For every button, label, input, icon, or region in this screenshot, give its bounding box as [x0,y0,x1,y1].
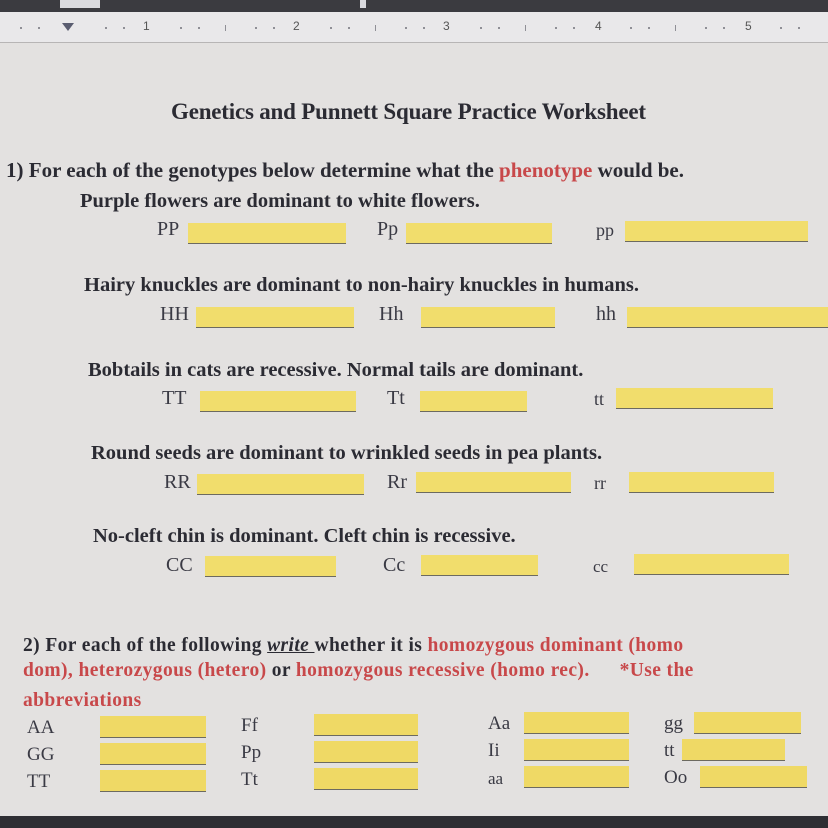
genotype-label: AA [27,717,55,738]
window-top-bar [0,0,828,12]
genotype-label: rr [594,473,606,493]
trait-statement: Purple flowers are dominant to white flowers. [80,190,480,212]
genotype-label: Aa [488,713,511,734]
zygosity-answer-field[interactable] [100,770,206,792]
genotype-label: cc [593,557,609,576]
genotype-label: CC [166,554,193,576]
phenotype-answer-field[interactable] [634,554,789,575]
ruler-tick [225,25,226,31]
worksheet-title: Genetics and Punnett Square Practice Worksheet [171,99,646,124]
bottom-bar [0,816,828,828]
phenotype-answer-field[interactable] [406,223,552,244]
zygosity-answer-field[interactable] [314,741,418,763]
phenotype-answer-field[interactable] [625,221,808,242]
genotype-label: Rr [387,471,407,493]
ruler-number: 4 [595,19,602,33]
trait-statement: No-cleft chin is dominant. Cleft chin is recessive. [93,525,516,547]
phenotype-answer-field[interactable] [421,555,538,576]
genotype-label: HH [160,303,189,325]
genotype-label: Pp [241,742,262,763]
tab-strip-segment[interactable] [360,0,366,8]
question-1-heading: 1) For each of the genotypes below determine what the phenotype would be. [6,158,684,182]
genotype-label: Ff [241,715,258,736]
genotype-label: Tt [387,387,405,409]
genotype-label: PP [157,218,180,240]
phenotype-answer-field[interactable] [200,391,356,412]
genotype-label: TT [27,771,51,792]
phenotype-answer-field[interactable] [188,223,346,244]
phenotype-term: phenotype [499,158,593,182]
phenotype-answer-field[interactable] [420,391,527,412]
genotype-label: Tt [241,769,258,790]
document-page[interactable] [0,43,828,828]
genotype-label: gg [664,713,683,734]
phenotype-answer-field[interactable] [629,472,774,493]
zygosity-answer-field[interactable] [100,716,206,738]
indent-marker-icon[interactable] [62,23,74,31]
genotype-label: tt [594,389,605,409]
genotype-label: tt [664,740,675,761]
genotype-label: aa [488,769,504,788]
trait-statement: Bobtails in cats are recessive. Normal tails are dominant. [88,359,584,381]
zygosity-answer-field[interactable] [682,739,785,761]
ruler-tick [375,25,376,31]
genotype-label: pp [596,220,614,240]
trait-statement: Hairy knuckles are dominant to non-hairy knuckles in humans. [84,274,639,296]
genotype-label: Cc [383,554,406,576]
genotype-label: Oo [664,767,688,788]
phenotype-answer-field[interactable] [416,472,571,493]
genotype-label: Ii [488,740,500,761]
genotype-label: TT [162,387,187,409]
genotype-label: RR [164,471,191,493]
phenotype-answer-field[interactable] [616,388,773,409]
ruler-number: 5 [745,19,752,33]
phenotype-answer-field[interactable] [421,307,555,328]
zygosity-answer-field[interactable] [700,766,807,788]
genotype-label: hh [596,303,616,325]
phenotype-answer-field[interactable] [196,307,354,328]
horizontal-ruler[interactable] [0,12,828,43]
ruler-number: 2 [293,19,300,33]
phenotype-answer-field[interactable] [627,307,828,328]
ruler-number: 3 [443,19,450,33]
tab-strip-segment[interactable] [60,0,100,8]
ruler-number: 1 [143,19,150,33]
ruler-tick [675,25,676,31]
phenotype-answer-field[interactable] [205,556,336,577]
trait-statement: Round seeds are dominant to wrinkled seeds in pea plants. [91,442,603,464]
question-2-line-3: abbreviations [23,690,142,711]
genotype-label: Hh [379,303,404,325]
genotype-label: GG [27,744,55,765]
genotype-label: Pp [377,218,399,240]
phenotype-answer-field[interactable] [197,474,364,495]
ruler-tick [525,25,526,31]
zygosity-answer-field[interactable] [314,714,418,736]
write-term: write [267,635,315,656]
zygosity-answer-field[interactable] [524,739,629,761]
zygosity-answer-field[interactable] [524,712,629,734]
zygosity-answer-field[interactable] [314,768,418,790]
question-2-line-1: 2) For each of the following write whether it is homozygous dominant (homo [23,635,684,656]
zygosity-answer-field[interactable] [694,712,801,734]
question-2-line-2: dom), heterozygous (hetero) or homozygous recessive (homo rec). *Use the [23,660,694,681]
zygosity-answer-field[interactable] [100,743,206,765]
zygosity-answer-field[interactable] [524,766,629,788]
